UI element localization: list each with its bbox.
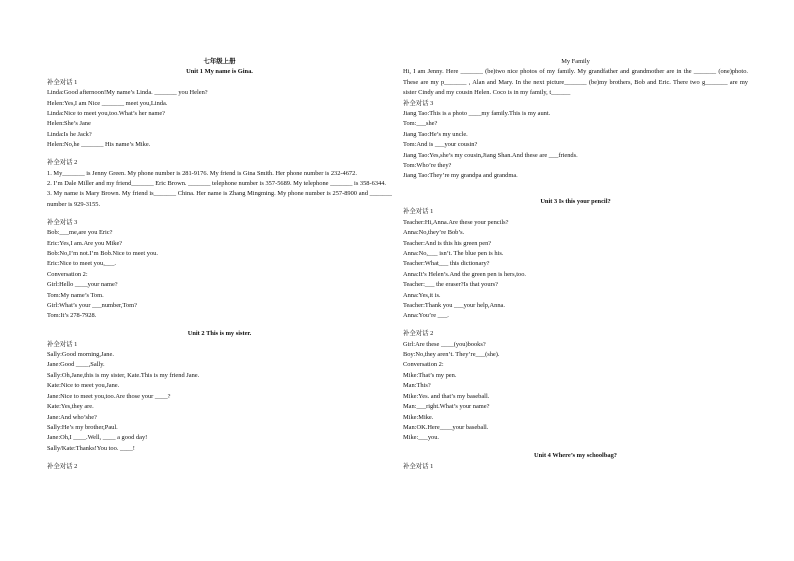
- right-column: [403, 57, 748, 472]
- text-line: Helen:Yes,I am Nice _______ meet you,Linda.: [47, 99, 168, 107]
- text-line: Tom:Who’re they?: [403, 162, 452, 170]
- text-line: Tom:It’s 278-7928.: [47, 312, 97, 320]
- text-line: 补全对话 2: [47, 159, 78, 167]
- text-line: Anna:No,they’re Bob’s.: [403, 229, 465, 237]
- text-line: Eric:Nice to meet you,___.: [47, 260, 117, 268]
- section-heading: Unit 4 Where’s my schoolbag?: [534, 452, 617, 460]
- text-line: Man:___right.What’s your name?: [403, 403, 490, 411]
- section-heading: My Family: [561, 58, 590, 65]
- text-line: 2. I’m Dale Miller and my friend_______ Eric Brown. _______ telephone number is 357-5689. My telephone _______ is 358-6344.: [47, 179, 386, 187]
- text-line: Mike:Mike.: [403, 413, 434, 421]
- text-line: Linda:Is he Jack?: [47, 130, 92, 138]
- text-line: Tom:And is ___your cousin?: [403, 141, 478, 149]
- text-line: Bob:___me,are you Eric?: [47, 229, 113, 237]
- text-line: Jiang Tao:They’re my grandpa and grandma.: [403, 172, 518, 180]
- text-line: Anna:Yes,it is.: [403, 291, 441, 299]
- spacer: [47, 151, 392, 159]
- spacer: [47, 322, 392, 330]
- text-line: Teacher:___ the eraser?Is that yours?: [403, 281, 499, 289]
- text-line: Jiang Tao:Yes,she’s my cousin,Jiang Shan.And these are ___friends.: [403, 151, 578, 159]
- text-line: 补全对话 3: [47, 218, 78, 226]
- text-line: Jane:And who’she?: [47, 413, 97, 421]
- text-line: 补全对话 1: [47, 340, 78, 348]
- text-line: Jane:Good ____,Sally.: [47, 361, 105, 369]
- text-line: Helen:No,he _______ His name’s Mike.: [47, 141, 151, 149]
- text-line: Mike:That’s my pen.: [403, 371, 457, 379]
- text-line: Man:OK.Here____your baseball.: [403, 423, 489, 431]
- spacer: [403, 189, 748, 197]
- text-line: Tom:My name’s Tom.: [47, 291, 104, 299]
- text-line: Linda:Nice to meet you,too.What’s her name?: [47, 110, 166, 118]
- spacer: [403, 444, 748, 452]
- text-line: Kate:Nice to meet you,Jane.: [47, 382, 120, 390]
- section-heading: Unit 3 Is this your pencil?: [540, 197, 611, 205]
- text-line: Mike:___you.: [403, 434, 440, 442]
- text-line: 补全对话 1: [47, 78, 78, 86]
- text-line: 补全对话 1: [403, 208, 434, 216]
- spacer: [403, 182, 748, 190]
- spacer: [403, 322, 748, 330]
- text-line: Teacher:Hi,Anna.Are these your pencils?: [403, 218, 509, 226]
- text-line: 补全对话 2: [47, 462, 78, 470]
- spacer: [47, 454, 392, 462]
- text-line: Jane:Oh,I ____.Well, ____ a good day!: [47, 434, 148, 442]
- text-line: Eric:Yes,I am.Are you Mike?: [47, 239, 123, 247]
- text-line: Linda:Good afternoon!My name’s Linda. _______ you Helen?: [47, 89, 208, 97]
- text-line: 3. My name is Mary Brown. My friend is_______ China. Her name is Zhang Mingming. My phone number is 257-8900 and _______ number is 929-3155.: [47, 190, 392, 208]
- text-line: Conversation 2:: [47, 270, 88, 278]
- section-heading: Unit 1 My name is Gina.: [186, 68, 253, 76]
- text-line: Helen:She’s Jane: [47, 120, 91, 128]
- text-line: Anna:It’s Helen’s.And the green pen is hers,too.: [403, 270, 526, 278]
- text-line: Teacher:And is this his green pen?: [403, 239, 492, 247]
- text-line: Tom:___she?: [403, 120, 438, 128]
- text-line: Kate:Yes,they are.: [47, 403, 94, 411]
- text-line: Sally/Kate:Thanks!You too. ____!: [47, 444, 135, 452]
- spacer: [47, 210, 392, 218]
- text-line: Conversation 2:: [403, 361, 444, 369]
- text-line: 补全对话 2: [403, 330, 434, 338]
- section-heading: 七年级上册: [203, 58, 236, 65]
- text-line: Sally:He’s my brother,Paul.: [47, 423, 118, 431]
- text-line: Girl:What’s your ___number,Tom?: [47, 301, 137, 309]
- text-line: Anna:You’re ___.: [403, 312, 449, 320]
- text-line: Sally:Good morning,Jane.: [47, 351, 114, 359]
- text-line: Teacher:What___ this dictionary?: [403, 260, 490, 268]
- text-line: Boy:No,they aren’t. They’re___(she).: [403, 351, 500, 359]
- text-line: Hi, I am Jenny. Here _______ (be)two nice photos of my family. My grandfather and grandmother are in the _______ (one)photo. These are my p_______ , Alan and Mary. In the next picture_______ (be)my brothers, Bob and Eric. There two g_______ are my sister Cindy and my cousin Helen. Coco is in my family, t______: [403, 68, 748, 97]
- text-line: Mike:Yes. and that’s my baseball.: [403, 392, 490, 400]
- text-line: Man:This?: [403, 382, 431, 390]
- text-line: Bob:No,I’m not.I’m Bob.Nice to meet you.: [47, 249, 158, 257]
- text-line: 补全对话 3: [403, 99, 434, 107]
- left-column: [47, 57, 392, 472]
- text-line: Teacher:Thank you ___your help,Anna.: [403, 301, 505, 309]
- text-line: 1. My_______ is Jenny Green. My phone number is 281-9176. My friend is Gina Smith. Her phone number is 232-4672.: [47, 169, 357, 177]
- text-line: Girl:Are these ____(you)books?: [403, 340, 486, 348]
- text-line: Jiang Tao:He’s my uncle.: [403, 130, 468, 138]
- text-line: Jiang Tao:This is a photo ____my family.This is my aunt.: [403, 110, 551, 118]
- text-line: Anna:No,___ isn’t. The blue pen is his.: [403, 249, 504, 257]
- text-line: Sally:Oh,Jane,this is my sister, Kate.This is my friend Jane.: [47, 371, 200, 379]
- text-line: 补全对话 1: [403, 462, 434, 470]
- text-line: Jane:Nice to meet you,too.Are those your ____?: [47, 392, 171, 400]
- text-line: Girl:Hello ____your name?: [47, 281, 118, 289]
- section-heading: Unit 2 This is my sister.: [187, 330, 252, 338]
